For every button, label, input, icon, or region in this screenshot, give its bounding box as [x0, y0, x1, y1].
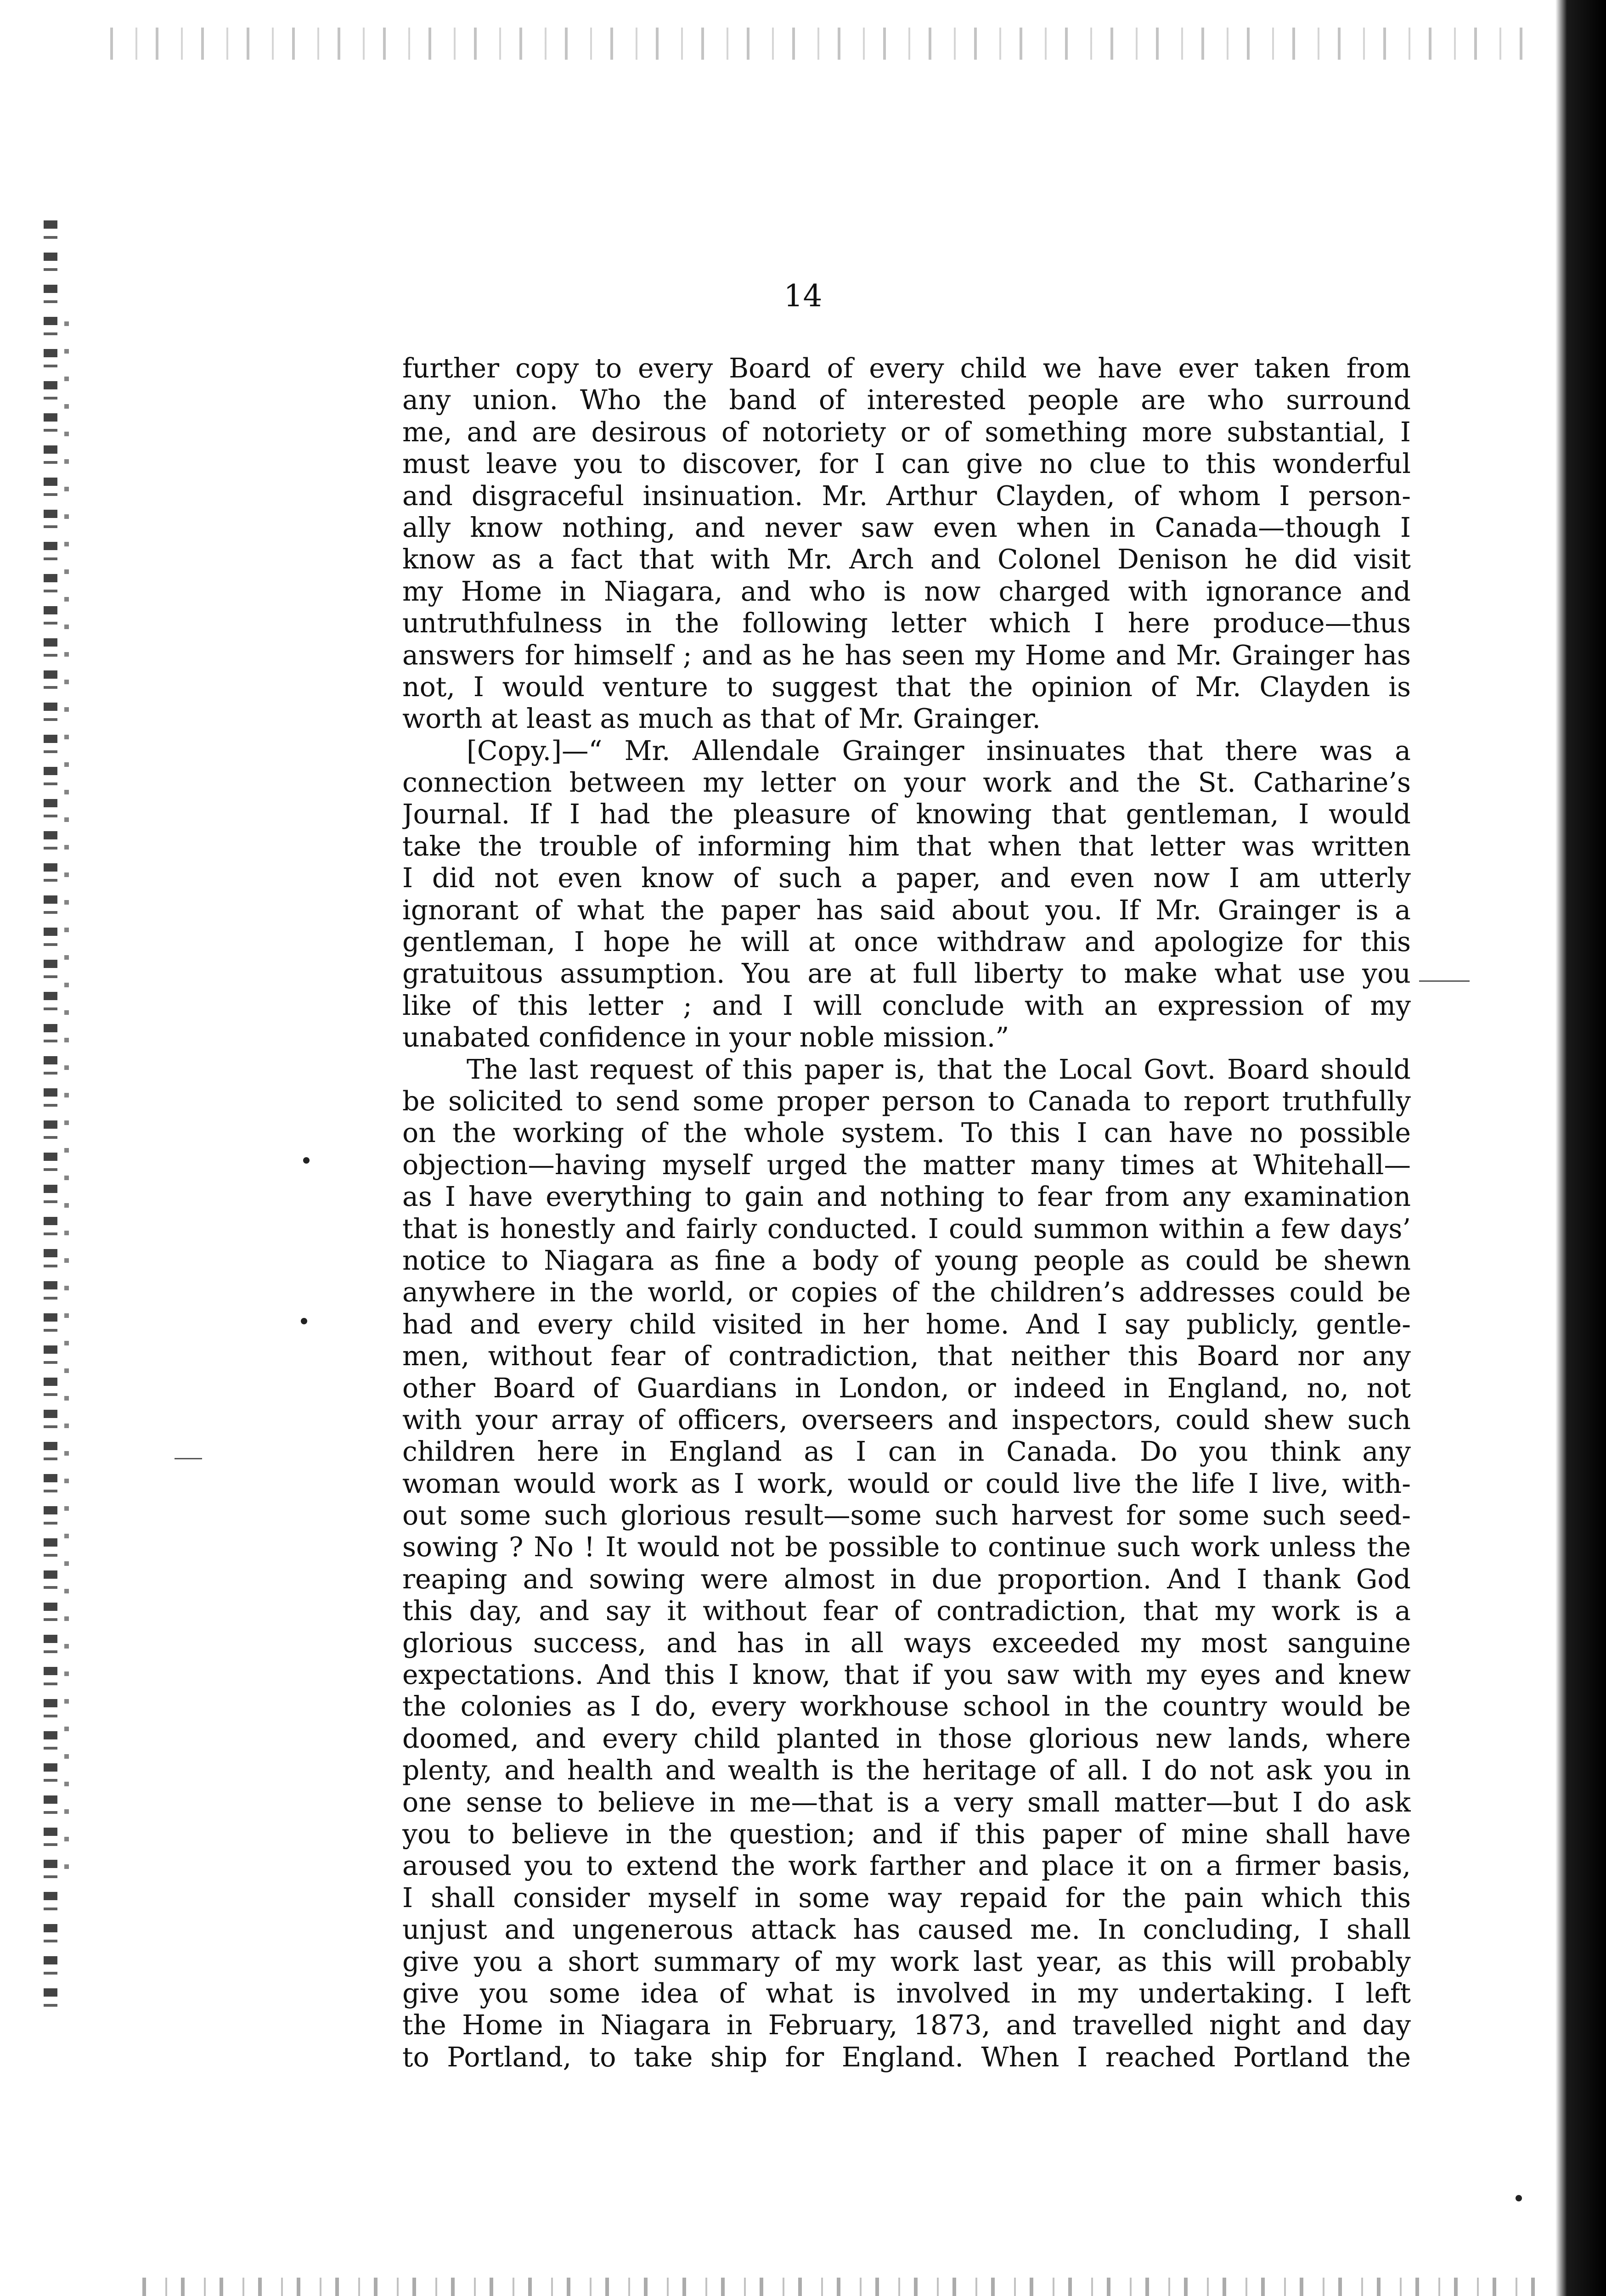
- text-line: to Portland, to take ship for England. When I reached Portland the: [402, 2041, 1411, 2073]
- text-line: gratuitous assumption. You are at full liberty to make what use you: [402, 958, 1411, 990]
- text-line: woman would work as I work, would or could live the life I live, with-: [402, 1468, 1411, 1499]
- text-line: untruthfulness in the following letter which I here produce—thus: [402, 608, 1411, 639]
- text-line: not, I would venture to suggest that the opinion of Mr. Clayden is: [402, 671, 1411, 703]
- text-line: any union. Who the band of interested people are who surround: [402, 384, 1411, 416]
- text-line: as I have everything to gain and nothing to fear from any examination: [402, 1181, 1411, 1213]
- margin-dash: [1419, 980, 1470, 982]
- text-line: answers for himself ; and as he has seen my Home and Mr. Grainger has: [402, 639, 1411, 671]
- text-line: unjust and ungenerous attack has caused me. In concluding, I shall: [402, 1914, 1411, 1946]
- text-line: this day, and say it without fear of contradiction, that my work is a: [402, 1595, 1411, 1627]
- text-line: and disgraceful insinuation. Mr. Arthur Clayden, of whom I person-: [402, 480, 1411, 512]
- text-line: plenty, and health and wealth is the heritage of all. I do not ask you in: [402, 1755, 1411, 1786]
- text-line: that is honestly and fairly conducted. I could summon within a few days’: [402, 1213, 1411, 1244]
- text-line: expectations. And this I know, that if you saw with my eyes and knew: [402, 1659, 1411, 1691]
- text-line: give you some idea of what is involved in my undertaking. I left: [402, 1977, 1411, 2009]
- text-line: be solicited to send some proper person to Canada to report truthfully: [402, 1085, 1411, 1117]
- scan-edge-shadow: [1555, 0, 1606, 2296]
- text-line: one sense to believe in me—that is a very small matter—but I do ask: [402, 1786, 1411, 1818]
- scan-bottom-noise: [129, 2278, 1552, 2296]
- text-line: I shall consider myself in some way repaid for the pain which this: [402, 1882, 1411, 1913]
- text-line: with your array of officers, overseers and inspectors, could shew such: [402, 1404, 1411, 1435]
- text-line: ally know nothing, and never saw even when in Canada—though I: [402, 512, 1411, 543]
- text-line: must leave you to discover, for I can give no clue to this wonderful: [402, 448, 1411, 480]
- text-line: out some such glorious result—some such harvest for some such seed-: [402, 1500, 1411, 1531]
- margin-speck: [301, 1318, 307, 1324]
- text-line: had and every child visited in her home. And I say publicly, gentle-: [402, 1308, 1411, 1340]
- text-line: men, without fear of contradiction, that neither this Board nor any: [402, 1340, 1411, 1372]
- margin-dash: [175, 1458, 202, 1459]
- text-line: know as a fact that with Mr. Arch and Colonel Denison he did visit: [402, 544, 1411, 575]
- text-line: objection—having myself urged the matter many times at Whitehall—: [402, 1149, 1411, 1181]
- text-line: [Copy.]—“ Mr. Allendale Grainger insinuates that there was a: [467, 735, 1411, 766]
- text-line: reaping and sowing were almost in due proportion. And I thank God: [402, 1563, 1411, 1595]
- text-line: children here in England as I can in Canada. Do you think any: [402, 1436, 1411, 1468]
- text-line: other Board of Guardians in London, or indeed in England, no, not: [402, 1372, 1411, 1404]
- scan-top-noise: [92, 28, 1538, 60]
- body-text: [402, 353, 1411, 2073]
- text-line: on the working of the whole system. To this I can have no possible: [402, 1117, 1411, 1149]
- text-line: sowing ? No ! It would not be possible to continue such work unless the: [402, 1531, 1411, 1563]
- text-line: glorious success, and has in all ways exceeded my most sanguine: [402, 1627, 1411, 1659]
- text-line: further copy to every Board of every child we have ever taken from: [402, 353, 1411, 384]
- text-line: my Home in Niagara, and who is now charged with ignorance and: [402, 575, 1411, 607]
- margin-speck: [303, 1157, 310, 1164]
- text-line: I did not even know of such a paper, and even now I am utterly: [402, 862, 1411, 894]
- text-line: connection between my letter on your work and the St. Catharine’s: [402, 767, 1411, 799]
- text-line: unabated confidence in your noble mission.”: [402, 1022, 1009, 1053]
- text-line: give you a short summary of my work last year, as this will probably: [402, 1946, 1411, 1977]
- scan-binding-marks-secondary: [64, 321, 69, 1883]
- text-line: take the trouble of informing him that when that letter was written: [402, 830, 1411, 862]
- text-line: doomed, and every child planted in those glorious new lands, where: [402, 1722, 1411, 1754]
- text-line: ignorant of what the paper has said about you. If Mr. Grainger is a: [402, 894, 1411, 926]
- text-line: me, and are desirous of notoriety or of something more substantial, I: [402, 416, 1411, 448]
- text-line: aroused you to extend the work farther and place it on a firmer basis,: [402, 1850, 1411, 1882]
- text-line: worth at least as much as that of Mr. Grainger.: [402, 703, 1041, 735]
- text-line: the colonies as I do, every workhouse school in the country would be: [402, 1691, 1411, 1722]
- text-line: anywhere in the world, or copies of the children’s addresses could be: [402, 1277, 1411, 1308]
- page-number: 14: [783, 278, 823, 314]
- scan-binding-marks: [44, 220, 57, 2011]
- text-line: gentleman, I hope he will at once withdraw and apologize for this: [402, 926, 1411, 958]
- text-line: you to believe in the question; and if this paper of mine shall have: [402, 1818, 1411, 1850]
- text-line: The last request of this paper is, that the Local Govt. Board should: [467, 1053, 1411, 1085]
- text-line: like of this letter ; and I will conclude with an expression of my: [402, 990, 1411, 1021]
- text-line: the Home in Niagara in February, 1873, and travelled night and day: [402, 2009, 1411, 2041]
- margin-speck: [1516, 2195, 1522, 2201]
- text-line: notice to Niagara as fine a body of young people as could be shewn: [402, 1244, 1411, 1276]
- text-line: Journal. If I had the pleasure of knowing that gentleman, I would: [402, 799, 1411, 830]
